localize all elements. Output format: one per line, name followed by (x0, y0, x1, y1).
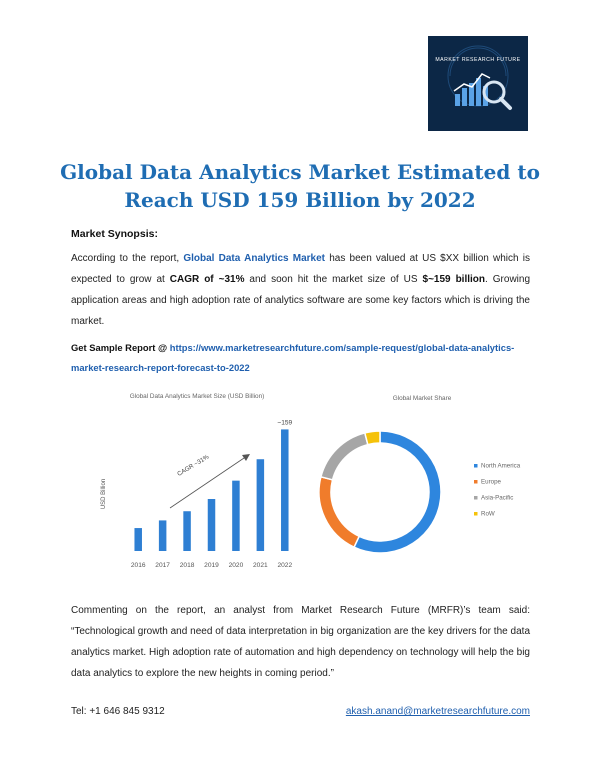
donut-slice-europe (319, 477, 359, 547)
synopsis-text-c: and soon hit the market size of US (244, 274, 423, 285)
bar-2018 (183, 511, 191, 551)
bar-x-tick-label: 2020 (228, 562, 244, 569)
bar-x-tick-label: 2018 (179, 562, 195, 569)
logo-graphic (428, 36, 528, 131)
legend-swatch (474, 496, 478, 500)
legend-label: Asia-Pacific (481, 494, 514, 502)
bar-x-tick-label: 2016 (130, 562, 146, 569)
synopsis-paragraph (71, 248, 530, 332)
bar-chart-title: Global Data Analytics Market Size (USD Billion) (129, 393, 265, 400)
market-size-bar-chart (92, 386, 302, 581)
cagr-highlight: CAGR of ~31% (169, 274, 245, 285)
bar-2017 (159, 520, 167, 551)
bar-x-tick-label: 2017 (155, 562, 170, 569)
legend-label: Europe (481, 478, 501, 486)
footer-email-link[interactable]: akash.anand@marketresearchfuture.com (345, 706, 530, 717)
bar-x-tick-label: 2022 (277, 562, 293, 569)
synopsis-text-d: . Growing application areas and high adoption rate of analytics software are some key factors which is driving the market. (71, 274, 531, 327)
company-logo (428, 36, 528, 131)
bar-2022 (281, 429, 289, 551)
synopsis-heading: Market Synopsis: (71, 228, 158, 240)
bar-x-tick-label: 2019 (204, 562, 219, 569)
logo-text: MARKET RESEARCH FUTURE (435, 57, 521, 63)
page-title: Global Data Analytics Market Estimated to Reach USD 159 Billion by 2022 (60, 160, 540, 212)
legend-swatch (474, 464, 478, 468)
synopsis-text-a: According to the report, (71, 253, 184, 264)
footer-telephone: Tel: +1 646 845 9312 (71, 706, 165, 717)
bar-2016 (134, 528, 142, 551)
sample-report-link[interactable]: https://www.marketresearchfuture.com/sample-request/global-data-analytics-market-research-report-forecast-to-2022 (71, 342, 515, 373)
donut-slice-north-america (354, 431, 441, 553)
trend-arrow-head (242, 454, 250, 461)
cagr-annotation: CAGR ~31% (176, 453, 211, 478)
bar-2019 (208, 499, 216, 551)
sample-report-line (71, 338, 541, 378)
bar-top-data-label: ~159 (277, 419, 293, 427)
donut-slice-asia-pacific (321, 433, 368, 480)
sample-report-label: Get Sample Report @ (71, 342, 170, 353)
analyst-quote-paragraph: Commenting on the report, an analyst from Market Research Future (MRFR)’s team said: “Technological growth and need of data interpretation in big organization are the key drivers for the data analytics market. High adoption rate of automation and high dependency on technology will help the big data analytics to explore the new heights in coming period.” (71, 605, 530, 679)
market-link[interactable]: Global Data Analytics Market (183, 253, 326, 264)
legend-label: RoW (481, 510, 495, 518)
donut-chart-title: Global Market Share (392, 395, 452, 402)
bar-2021 (257, 459, 265, 551)
synopsis-text-b: has been valued at US $XX billion which is expected to grow at (71, 253, 530, 285)
legend-swatch (474, 512, 478, 516)
market-size-highlight: $~159 billion (422, 274, 486, 285)
bar-2020 (232, 481, 240, 551)
legend-swatch (474, 480, 478, 484)
bar-x-tick-label: 2021 (253, 562, 268, 569)
donut-slice-row (365, 431, 380, 445)
market-share-donut-chart (318, 386, 533, 581)
legend-label: North America (481, 462, 521, 470)
bar-chart-ylabel: USD Billion (101, 478, 107, 510)
